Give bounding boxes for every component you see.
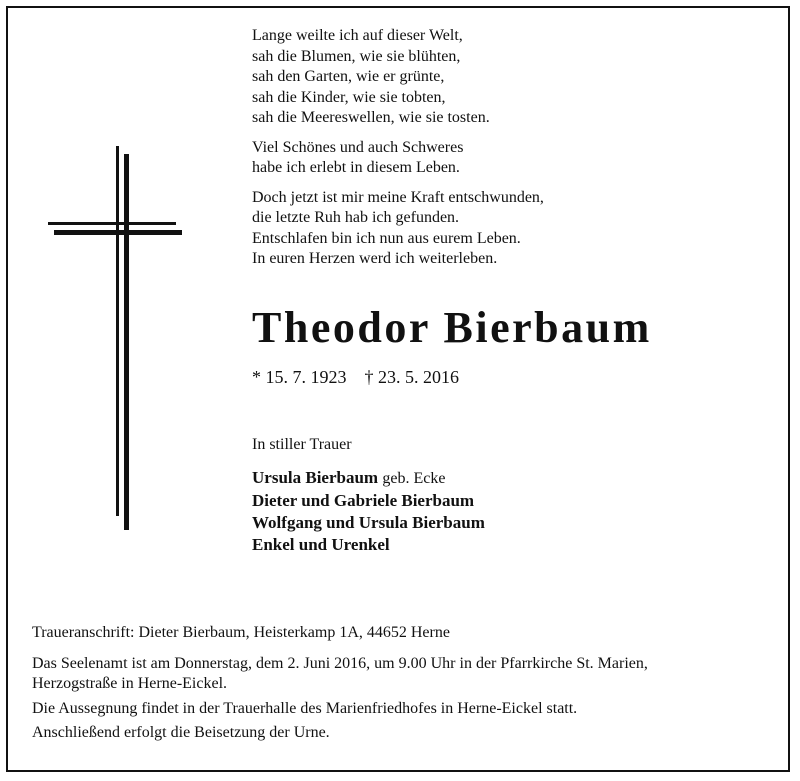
poem-line: Lange weilte ich auf dieser Welt, xyxy=(252,27,463,44)
cross-vertical-beam-front xyxy=(124,154,129,530)
family-member-name: Wolfgang und Ursula Bierbaum xyxy=(252,513,485,532)
requiem-info-line: Das Seelenamt ist am Donnerstag, dem 2. Juni 2016, um 9.00 Uhr in der Pfarrkirche St. Marien, xyxy=(32,654,648,672)
poem-line: sah die Meereswellen, wie sie tosten. xyxy=(252,109,490,126)
mourning-address: Traueranschrift: Dieter Bierbaum, Heisterkamp 1A, 44652 Herne xyxy=(32,624,450,641)
poem-stanza xyxy=(252,26,672,129)
poem-line: Entschlafen bin ich nun aus eurem Leben. xyxy=(252,229,521,247)
poem-line: Doch jetzt ist mir meine Kraft entschwunden, xyxy=(252,188,544,206)
cross-horizontal-beam-front xyxy=(54,230,182,235)
family-list xyxy=(252,467,485,556)
family-member xyxy=(252,467,485,490)
family-member-name: Ursula Bierbaum xyxy=(252,468,379,487)
birth-date: * 15. 7. 1923 xyxy=(252,367,347,387)
family-member-name: Enkel und Urenkel xyxy=(252,535,390,554)
poem xyxy=(252,26,672,279)
cross-icon xyxy=(48,138,188,538)
poem-line: sah die Blumen, wie sie blühten, xyxy=(252,47,461,65)
poem-line: habe ich erlebt in diesem Leben. xyxy=(252,159,460,176)
burial-info: Anschließend erfolgt die Beisetzung der Urne. xyxy=(32,724,330,741)
poem-line: Viel Schönes und auch Schweres xyxy=(252,138,464,156)
poem-line: sah den Garten, wie er grünte, xyxy=(252,68,445,85)
family-member-note: geb. Ecke xyxy=(382,470,446,487)
obituary-notice xyxy=(6,6,790,772)
life-dates xyxy=(252,366,459,388)
poem-line: In euren Herzen werd ich weiterleben. xyxy=(252,250,498,267)
cross-horizontal-beam-back xyxy=(48,222,176,225)
cross-vertical-beam-back xyxy=(116,146,119,516)
poem-stanza xyxy=(252,138,672,179)
mourning-intro: In stiller Trauer xyxy=(252,436,352,453)
poem-line: sah die Kinder, wie sie tobten, xyxy=(252,88,446,106)
death-date: † 23. 5. 2016 xyxy=(364,367,459,387)
requiem-info-line: Herzogstraße in Herne-Eickel. xyxy=(32,675,228,692)
deceased-name: Theodor Bierbaum xyxy=(252,303,652,352)
poem-stanza xyxy=(252,188,672,270)
family-member-name: Dieter und Gabriele Bierbaum xyxy=(252,491,475,510)
funeral-details xyxy=(32,623,772,744)
family-member xyxy=(252,534,485,556)
family-member xyxy=(252,512,485,534)
family-member xyxy=(252,490,485,512)
poem-line: die letzte Ruh hab ich gefunden. xyxy=(252,209,460,226)
blessing-info: Die Aussegnung findet in der Trauerhalle des Marienfriedhofes in Herne-Eickel statt. xyxy=(32,699,578,717)
